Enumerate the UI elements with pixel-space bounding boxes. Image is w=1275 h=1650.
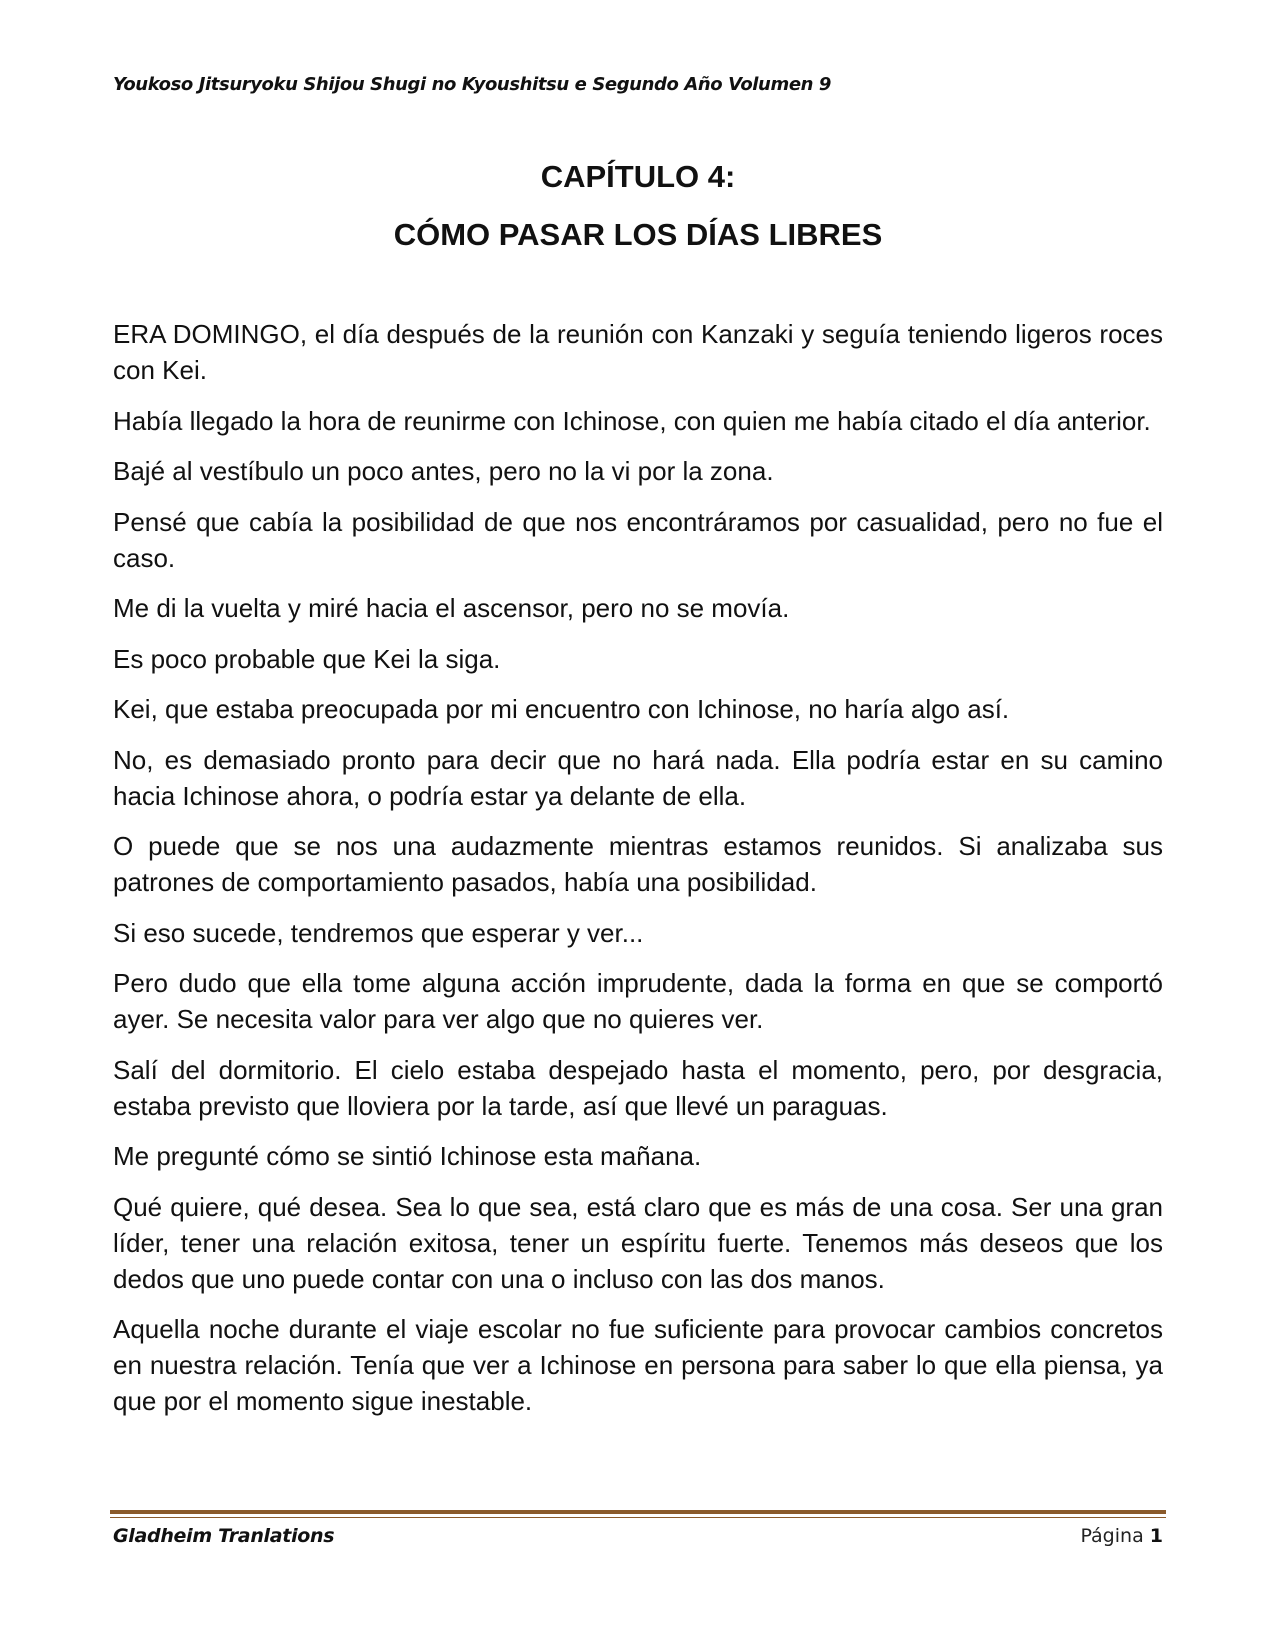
paragraph: Kei, que estaba preocupada por mi encuentro con Ichinose, no haría algo así.: [113, 694, 1010, 724]
paragraph: Había llegado la hora de reunirme con Ichinose, con quien me había citado el día anterior.: [113, 405, 1151, 436]
paragraph: No, es demasiado pronto para decir que no hará nada. Ella podría estar en su camino hacia Ichinose ahora, o podría estar ya delante de ella.: [113, 744, 1163, 811]
page-label: Página: [1080, 1525, 1144, 1547]
footer-divider: [110, 1510, 1166, 1518]
paragraph: Es poco probable que Kei la siga.: [113, 643, 501, 674]
footer-divider-thin: [110, 1517, 1166, 1518]
paragraph: ERA DOMINGO, el día después de la reunión con Kanzaki y seguía teniendo ligeros roces con Kei.: [113, 319, 1163, 385]
paragraph: Aquella noche durante el viaje escolar no fue suficiente para provocar cambios concretos en nuestra relación. Tenía que ver a Ichinose en persona para saber lo que ella piensa, ya que por el momento sigue inestable.: [113, 1314, 1163, 1416]
page-number: 1: [1149, 1525, 1163, 1547]
paragraph: Pensé que cabía la posibilidad de que nos encontráramos por casualidad, pero no fue el caso.: [113, 506, 1163, 573]
paragraph: Me pregunté cómo se sintió Ichinose esta mañana.: [113, 1141, 702, 1171]
paragraph: Me di la vuelta y miré hacia el ascensor, pero no se movía.: [113, 593, 790, 623]
paragraph: Pero dudo que ella tome alguna acción imprudente, dada la forma en que se comportó ayer. Se necesita valor para ver algo que no quieres ver.: [113, 968, 1163, 1034]
running-header: Youkoso Jitsuryoku Shijou Shugi no Kyoushitsu e Segundo Año Volumen 9: [113, 74, 832, 95]
chapter-number: CAPÍTULO 4:: [540, 159, 736, 194]
paragraph: Si eso sucede, tendremos que esperar y ver...: [113, 917, 644, 948]
chapter-title: CÓMO PASAR LOS DÍAS LIBRES: [393, 217, 883, 252]
footer-translator: Gladheim Tranlations: [113, 1525, 335, 1547]
paragraph: Qué quiere, qué desea. Sea lo que sea, está claro que es más de una cosa. Ser una gran líder, tener una relación exitosa, tener un espíritu fuerte. Tenemos más deseos que los dedos que uno puede contar con una o incluso con las dos manos.: [113, 1191, 1163, 1294]
page-number-label: [1080, 1525, 1163, 1547]
paragraph: Bajé al vestíbulo un poco antes, pero no la vi por la zona.: [113, 456, 774, 486]
paragraph: Salí del dormitorio. El cielo estaba despejado hasta el momento, pero, por desgracia, estaba previsto que lloviera por la tarde, así que llevé un paraguas.: [113, 1054, 1163, 1121]
chapter-heading: [113, 148, 1163, 264]
body-text: [113, 316, 1163, 1434]
paragraph: O puede que se nos una audazmente mientras estamos reunidos. Si analizaba sus patrones de comportamiento pasados, había una posibilidad.: [113, 831, 1163, 897]
